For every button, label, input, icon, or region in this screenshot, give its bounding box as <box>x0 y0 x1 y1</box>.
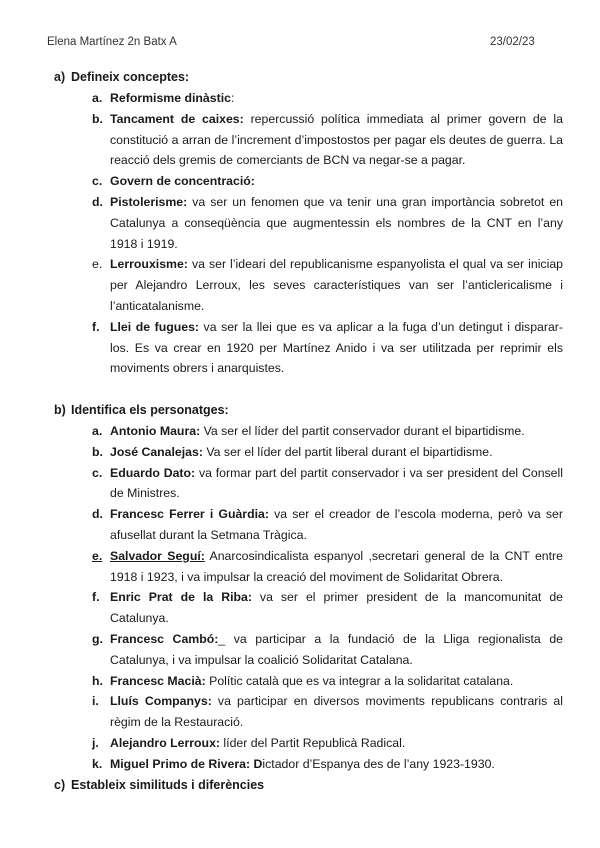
section-c-title: Estableix similituds i diferències <box>71 778 265 792</box>
list-item <box>0 254 563 316</box>
item-text: va ser el primer president de la mancomunitat de Catalunya. <box>110 590 563 626</box>
list-item <box>0 587 563 629</box>
item-term: Govern de concentració: <box>110 174 255 189</box>
list-item <box>0 733 563 754</box>
item-marker: e. <box>92 548 103 563</box>
section-a-title: Defineix conceptes: <box>71 70 190 84</box>
item-term: José Canalejas: <box>110 444 203 459</box>
item-marker: d. <box>92 507 103 522</box>
item-term: Reformisme dinàstic <box>110 91 231 105</box>
item-text: ictador d’Espanya des de l’any 1923-1930. <box>262 756 495 771</box>
item-text: va formar part del partit conservador i va ser president del Consell de Ministres. <box>110 465 563 501</box>
list-item <box>0 317 563 379</box>
item-marker: i. <box>92 694 99 709</box>
section-c-heading <box>54 778 264 792</box>
item-term: Eduardo Dato: <box>110 465 196 480</box>
item-marker: b. <box>92 111 103 126</box>
list-item <box>0 442 563 463</box>
item-term: Salvador Seguí: <box>110 548 205 563</box>
item-marker: f. <box>92 590 100 605</box>
list-item <box>0 109 563 171</box>
list-item <box>0 754 563 775</box>
list-item <box>0 504 563 546</box>
item-marker: a. <box>92 424 103 438</box>
item-text: Va ser el líder del partit conservador durant el bipartidisme. <box>200 424 525 438</box>
item-term: Francesc Ferrer i Guàrdia: <box>110 507 269 522</box>
author-name: Elena Martínez 2n Batx A <box>47 36 177 48</box>
item-marker: f. <box>92 319 100 334</box>
list-item <box>0 691 563 733</box>
item-text: va ser un fenomen que va tenir una gran importància sobretot en Catalunya a conseqüència que augmentessin els nombres de la CNT en l’any 1918 i 1919. <box>110 194 563 251</box>
list-item <box>0 192 563 254</box>
item-marker: j. <box>92 735 99 750</box>
item-term: Alejandro Lerroux: <box>110 735 221 750</box>
item-text: Polític català que es va integrar a la solidaritat catalana. <box>205 673 514 688</box>
item-text: _ va participar a la fundació de la Lliga regionalista de Catalunya, i va impulsar la coalició Solidaritat Catalana. <box>110 631 563 667</box>
item-term: Pistolerisme: <box>110 194 188 209</box>
item-marker: c. <box>92 465 103 480</box>
item-term: Enric Prat de la Riba: <box>110 590 252 605</box>
item-term: Francesc Macià: <box>110 673 206 688</box>
document-date: 23/02/23 <box>490 36 535 48</box>
list-item <box>0 171 563 192</box>
section-a-letter: a) <box>54 70 66 84</box>
section-b-list <box>0 421 600 775</box>
item-marker: d. <box>92 194 103 209</box>
page-header <box>0 36 600 52</box>
item-marker: e. <box>92 257 103 272</box>
item-marker: g. <box>92 631 103 646</box>
list-item <box>0 88 563 109</box>
list-item <box>0 629 563 671</box>
item-marker: k. <box>92 756 103 771</box>
item-text: : <box>230 91 235 105</box>
item-marker: a. <box>92 91 103 105</box>
list-item <box>0 546 563 588</box>
item-term: Tancament de caixes: <box>110 111 244 126</box>
item-term: Lluís Companys: <box>110 694 212 709</box>
list-item <box>0 671 563 692</box>
item-marker: c. <box>92 174 103 189</box>
item-term: Llei de fugues: <box>110 319 200 334</box>
section-b-letter: b) <box>54 403 66 417</box>
section-a-list <box>0 88 600 379</box>
section-a-heading <box>54 70 189 84</box>
section-b-heading <box>54 403 229 417</box>
item-text: va ser el creador de l’escola moderna, però va ser afusellat durant la Setmana Tràgica. <box>110 507 563 542</box>
item-text: repercussió política immediata al primer govern de la constitució a arran de l’increment d’impostostos per pagar els deutes de guerra. La reacció dels gremis de comerciants de BCN va negar-se a pagar. <box>110 111 563 168</box>
item-marker: h. <box>92 673 103 688</box>
item-text: va ser la llei que es va aplicar a la fuga d’un detingut i disparar-los. Es va crear en 1920 per Martínez Anido i va ser utilitzada per reprimir els moviments obrers i anarquistes. <box>110 319 563 376</box>
item-term: Lerrouxisme: <box>110 257 188 272</box>
item-text: va ser l’ideari del republicanisme espanyolista el qual va ser iniciap per Alejandro Lerroux, les seves característiques van ser l’anticlericalisme i l’anticatalanisme. <box>110 257 563 313</box>
item-term: Antonio Maura: <box>110 424 201 438</box>
list-item <box>0 421 563 442</box>
section-b-title: Identifica els personatges: <box>71 403 229 417</box>
list-item <box>0 463 563 505</box>
item-text: Va ser el líder del partit liberal durant el bipartidisme. <box>202 444 493 459</box>
item-text: Anarcosindicalista espanyol ,secretari general de la CNT entre 1918 i 1923, i va impulsar la creació del moviment de Solidaritat Obrera. <box>110 548 563 584</box>
item-term: Francesc Cambó: <box>110 631 219 646</box>
item-text: va participar en diversos moviments republicans contraris al règim de la Restauració. <box>110 694 563 730</box>
item-term: Miguel Primo de Rivera: D <box>110 756 263 771</box>
section-c-letter: c) <box>54 778 66 792</box>
item-marker: b. <box>92 444 103 459</box>
item-text: líder del Partit Republicà Radical. <box>220 735 406 750</box>
